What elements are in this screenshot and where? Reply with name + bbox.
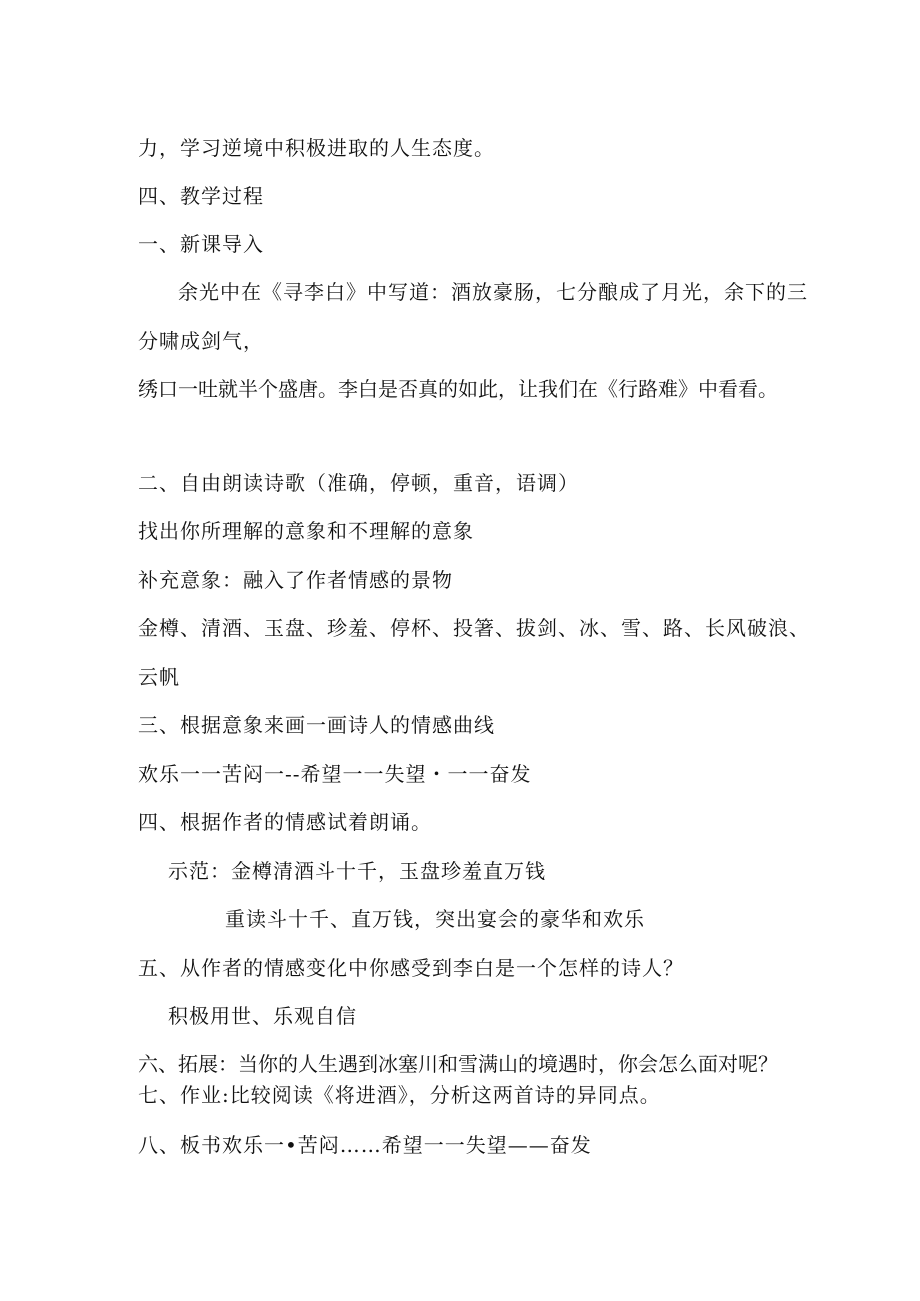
section-heading: 三、根据意象来画一画诗人的情感曲线 bbox=[138, 713, 495, 737]
section-heading: 四、教学过程 bbox=[138, 184, 264, 208]
section-heading: 七、作业:比较阅读《将进酒》，分析这两首诗的异同点。 bbox=[138, 1083, 661, 1107]
paragraph-line: 绣口一吐就半个盛唐。李白是否真的如此，让我们在《行路难》中看看。 bbox=[138, 377, 778, 401]
section-heading: 四、根据作者的情感试着朗诵。 bbox=[138, 810, 432, 834]
section-heading: 一、新课导入 bbox=[138, 232, 264, 256]
paragraph-line: 补充意象：融入了作者情感的景物 bbox=[138, 568, 453, 592]
paragraph-line: 积极用世、乐观自信 bbox=[168, 1004, 357, 1028]
paragraph-line: 余光中在《寻李白》中写道：酒放豪肠，七分酿成了月光，余下的三 bbox=[178, 280, 808, 304]
paragraph-line: 力，学习逆境中积极进取的人生态度。 bbox=[138, 136, 495, 160]
paragraph-line: 示范：金樽清酒斗十千，玉盘珍羞直万钱 bbox=[168, 859, 546, 883]
section-heading: 六、拓展：当你的人生遇到冰塞川和雪满山的境遇时，你会怎么面对呢？ bbox=[138, 1052, 778, 1076]
paragraph-line: 云帆 bbox=[138, 665, 180, 689]
paragraph-line: 欢乐一一苦闷一--希望一一失望・一一奋发 bbox=[138, 762, 532, 786]
paragraph-line: 找出你所理解的意象和不理解的意象 bbox=[138, 519, 474, 543]
section-heading: 五、从作者的情感变化中你感受到李白是一个怎样的诗人？ bbox=[138, 956, 684, 980]
section-heading: 八、板书欢乐一•苦闷……希望一一失望——奋发 bbox=[138, 1133, 592, 1157]
paragraph-line: 分啸成剑气， bbox=[138, 329, 264, 353]
paragraph-line: 金樽、清酒、玉盘、珍羞、停杯、投箸、拔剑、冰、雪、路、长风破浪、 bbox=[138, 616, 810, 640]
section-heading: 二、自由朗读诗歌（准确，停顿，重音，语调） bbox=[138, 471, 579, 495]
paragraph-line: 重读斗十千、直万钱，突出宴会的豪华和欢乐 bbox=[225, 907, 645, 931]
